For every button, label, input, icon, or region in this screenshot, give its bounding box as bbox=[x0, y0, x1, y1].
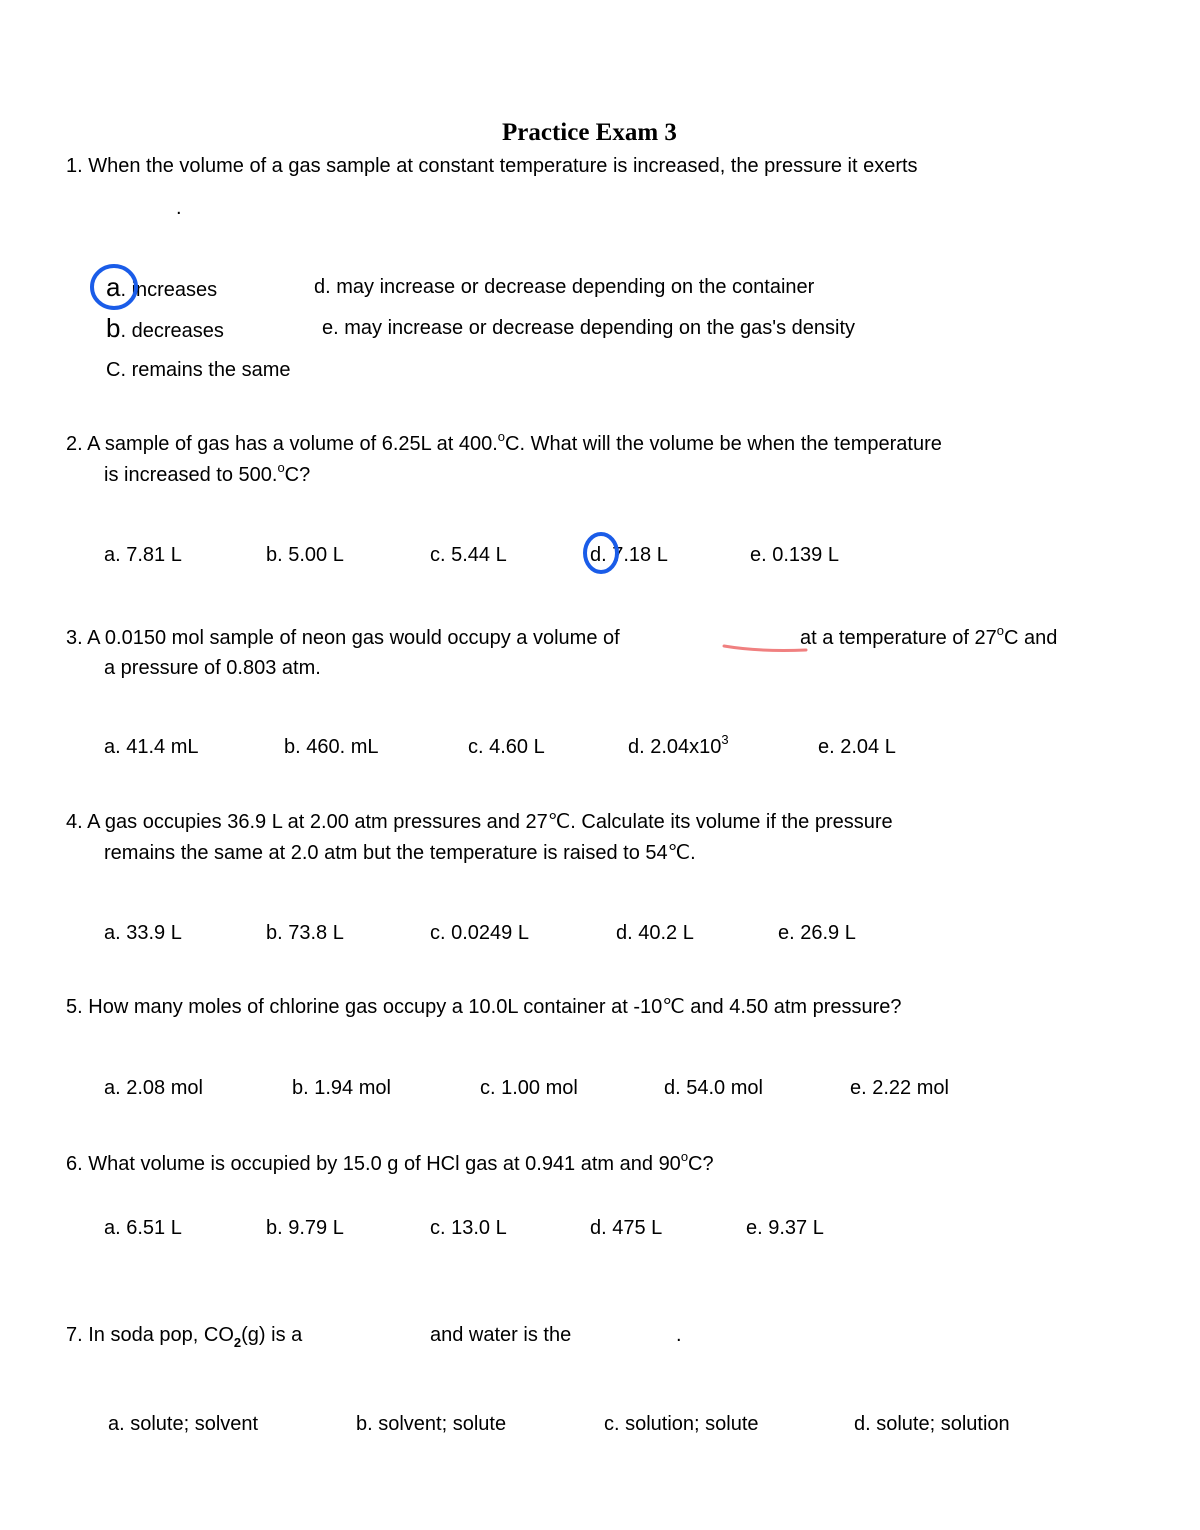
option-letter: a bbox=[104, 736, 116, 758]
option-letter: d bbox=[616, 922, 628, 944]
option-text: . 40.2 L bbox=[627, 922, 694, 944]
option-letter: d bbox=[590, 544, 602, 566]
option-text: . 2.04x10 bbox=[639, 736, 722, 758]
blank-period: . bbox=[676, 1324, 682, 1346]
option-text: . 26.9 L bbox=[789, 922, 856, 944]
question-2-line-2 bbox=[104, 460, 311, 489]
question-text: C? bbox=[688, 1153, 714, 1175]
option-letter: e bbox=[322, 317, 334, 339]
option-text: . 1.00 mol bbox=[490, 1077, 578, 1099]
option-6d[interactable] bbox=[590, 1216, 662, 1240]
option-text: . 7.81 L bbox=[115, 544, 182, 566]
option-6a[interactable] bbox=[104, 1216, 182, 1240]
option-letter: b bbox=[284, 736, 296, 758]
option-text: . 475 L bbox=[601, 1217, 663, 1239]
option-6b[interactable] bbox=[266, 1216, 344, 1240]
option-text: . 41.4 mL bbox=[115, 736, 199, 758]
option-5b[interactable] bbox=[292, 1076, 391, 1100]
question-number: 7. bbox=[66, 1324, 83, 1346]
degree-symbol: o bbox=[996, 623, 1005, 638]
question-text: (g) is a bbox=[241, 1324, 303, 1346]
question-3-continued bbox=[800, 623, 1058, 652]
option-text: . solute; solution bbox=[865, 1413, 1010, 1435]
option-letter: c bbox=[480, 1077, 490, 1099]
option-text: . remains the same bbox=[120, 359, 291, 381]
option-letter: d bbox=[854, 1413, 866, 1435]
question-text: C and bbox=[1004, 627, 1058, 649]
option-4c[interactable] bbox=[430, 921, 529, 945]
option-text: . 13.0 L bbox=[440, 1217, 507, 1239]
option-1b[interactable] bbox=[106, 313, 224, 343]
page-title: Practice Exam 3 bbox=[502, 119, 677, 146]
option-text: . 54.0 mol bbox=[675, 1077, 763, 1099]
question-text: A 0.0150 mol sample of neon gas would occupy a volume of bbox=[87, 627, 620, 649]
option-letter: c bbox=[604, 1413, 614, 1435]
question-text: A sample of gas has a volume of 6.25L at 400. bbox=[87, 433, 498, 455]
option-text: . 2.04 L bbox=[829, 736, 896, 758]
option-text: . solvent; solute bbox=[367, 1413, 507, 1435]
option-letter: e bbox=[778, 922, 790, 944]
option-text: . 460. mL bbox=[295, 736, 379, 758]
option-letter: C bbox=[106, 359, 121, 381]
question-4 bbox=[66, 810, 893, 834]
question-text: C? bbox=[284, 464, 311, 486]
question-text: In soda pop, CO bbox=[88, 1324, 234, 1346]
option-letter: e bbox=[746, 1217, 758, 1239]
option-text: . 2.22 mol bbox=[861, 1077, 949, 1099]
option-text: . 33.9 L bbox=[115, 922, 182, 944]
degree-symbol: o bbox=[277, 460, 285, 475]
option-letter: a bbox=[104, 544, 116, 566]
option-text: . 5.44 L bbox=[440, 544, 507, 566]
question-number: 4. bbox=[66, 811, 83, 833]
option-7a[interactable] bbox=[108, 1412, 258, 1436]
option-text: . 4.60 L bbox=[478, 736, 545, 758]
option-letter: c bbox=[430, 544, 440, 566]
question-4-line-2: remains the same at 2.0 atm but the temperature is raised to 54℃. bbox=[104, 842, 696, 864]
option-letter: d bbox=[664, 1077, 676, 1099]
question-6 bbox=[66, 1149, 714, 1178]
option-letter: b bbox=[356, 1413, 368, 1435]
option-1c[interactable] bbox=[106, 358, 291, 382]
question-number: 5. bbox=[66, 996, 83, 1018]
degree-symbol: o bbox=[680, 1149, 689, 1164]
option-1e[interactable] bbox=[322, 316, 855, 340]
question-text: at a temperature of 27 bbox=[800, 627, 997, 649]
option-5d[interactable] bbox=[664, 1076, 763, 1100]
option-text: . 1.94 mol bbox=[303, 1077, 391, 1099]
option-7d[interactable] bbox=[854, 1412, 1010, 1436]
option-text: . solution; solute bbox=[614, 1413, 759, 1435]
option-6e[interactable] bbox=[746, 1216, 824, 1240]
option-5a[interactable] bbox=[104, 1076, 203, 1100]
question-number: 2. bbox=[66, 433, 83, 455]
option-3b[interactable] bbox=[284, 735, 379, 759]
option-5e[interactable] bbox=[850, 1076, 949, 1100]
option-text: . increases bbox=[120, 279, 218, 301]
option-text: . 73.8 L bbox=[277, 922, 344, 944]
option-text: . decreases bbox=[120, 320, 224, 342]
question-7 bbox=[66, 1323, 302, 1349]
option-text: . solute; solvent bbox=[119, 1413, 259, 1435]
question-number: 6. bbox=[66, 1153, 83, 1175]
question-text: How many moles of chlorine gas occupy a 10.0L container at -10℃ and 4.50 atm pressure? bbox=[88, 996, 902, 1018]
option-letter: b bbox=[106, 313, 121, 343]
question-3-line-2: a pressure of 0.803 atm. bbox=[104, 657, 321, 679]
question-5 bbox=[66, 995, 902, 1019]
option-3a[interactable] bbox=[104, 735, 199, 759]
option-1d[interactable] bbox=[314, 275, 814, 299]
option-2d[interactable] bbox=[590, 543, 668, 567]
question-number: 3. bbox=[66, 627, 83, 649]
option-2c[interactable] bbox=[430, 543, 507, 567]
option-6c[interactable] bbox=[430, 1216, 507, 1240]
option-2a[interactable] bbox=[104, 543, 182, 567]
option-letter: b bbox=[292, 1077, 304, 1099]
question-1 bbox=[66, 154, 918, 178]
option-letter: b bbox=[266, 544, 278, 566]
superscript: 3 bbox=[721, 732, 729, 747]
blank-period: . bbox=[176, 197, 182, 219]
answer-underline-3 bbox=[724, 646, 806, 651]
option-letter: e bbox=[818, 736, 830, 758]
question-text: When the volume of a gas sample at constant temperature is increased, the pressure it exerts bbox=[88, 155, 918, 177]
option-text: . 0.0249 L bbox=[440, 922, 529, 944]
option-letter: b bbox=[266, 922, 278, 944]
option-4a[interactable] bbox=[104, 921, 182, 945]
option-7c[interactable] bbox=[604, 1412, 759, 1436]
option-text: . may increase or decrease depending on the gas's density bbox=[333, 317, 856, 339]
question-number: 1. bbox=[66, 155, 83, 177]
option-1a[interactable] bbox=[106, 272, 218, 302]
option-3e[interactable] bbox=[818, 735, 896, 759]
option-letter: c bbox=[430, 1217, 440, 1239]
option-2b[interactable] bbox=[266, 543, 344, 567]
option-letter: c bbox=[468, 736, 478, 758]
question-7-continued: and water is the bbox=[430, 1324, 572, 1346]
option-letter: c bbox=[430, 922, 440, 944]
option-letter: a bbox=[104, 1217, 116, 1239]
option-text: . 7.18 L bbox=[601, 544, 668, 566]
option-3d[interactable] bbox=[628, 732, 729, 761]
question-text: What volume is occupied by 15.0 g of HCl gas at 0.941 atm and 90 bbox=[88, 1153, 681, 1175]
option-3c[interactable] bbox=[468, 735, 545, 759]
option-text: . 0.139 L bbox=[761, 544, 839, 566]
option-letter: d bbox=[628, 736, 640, 758]
option-text: . 9.37 L bbox=[757, 1217, 824, 1239]
option-text: . 2.08 mol bbox=[115, 1077, 203, 1099]
option-letter: a bbox=[108, 1413, 120, 1435]
option-5c[interactable] bbox=[480, 1076, 578, 1100]
option-letter: a bbox=[104, 922, 116, 944]
question-text: A gas occupies 36.9 L at 2.00 atm pressures and 27℃. Calculate its volume if the pressure bbox=[87, 811, 893, 833]
option-4b[interactable] bbox=[266, 921, 344, 945]
subscript: 2 bbox=[233, 1335, 242, 1350]
question-2 bbox=[66, 429, 942, 458]
option-2e[interactable] bbox=[750, 543, 839, 567]
option-text: . may increase or decrease depending on the container bbox=[325, 276, 815, 298]
option-letter: b bbox=[266, 1217, 278, 1239]
option-letter: e bbox=[750, 544, 762, 566]
option-letter: a bbox=[106, 272, 121, 302]
question-text: C. What will the volume be when the temperature bbox=[505, 433, 942, 455]
option-letter: e bbox=[850, 1077, 862, 1099]
option-letter: a bbox=[104, 1077, 116, 1099]
option-text: . 5.00 L bbox=[277, 544, 344, 566]
option-text: . 6.51 L bbox=[115, 1217, 182, 1239]
option-letter: d bbox=[314, 276, 326, 298]
question-text: is increased to 500. bbox=[104, 464, 278, 486]
question-3 bbox=[66, 626, 620, 650]
option-7b[interactable] bbox=[356, 1412, 506, 1436]
degree-symbol: o bbox=[497, 429, 506, 444]
option-letter: d bbox=[590, 1217, 602, 1239]
option-text: . 9.79 L bbox=[277, 1217, 344, 1239]
option-4d[interactable] bbox=[616, 921, 694, 945]
option-4e[interactable] bbox=[778, 921, 856, 945]
